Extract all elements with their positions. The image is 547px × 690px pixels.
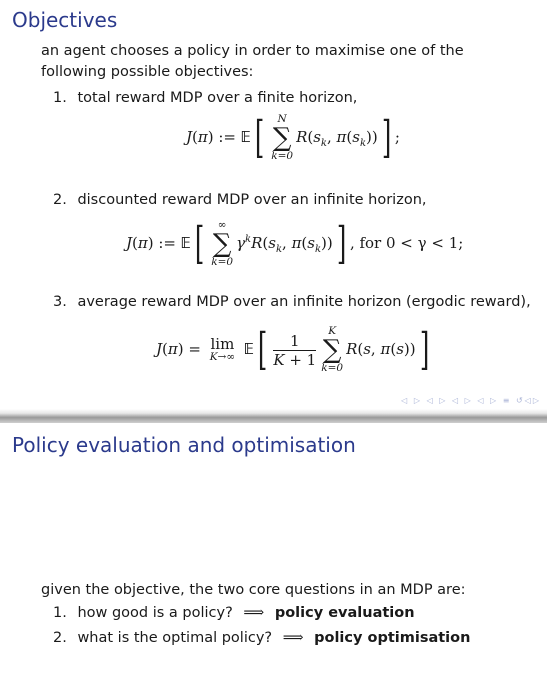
list-item: [53, 190, 427, 211]
slide-title: Objectives: [12, 8, 118, 32]
intro-text: given the objective, the two core questions in an MDP are:: [41, 582, 466, 598]
equation-total-reward: J(π) := 𝔼[ N ∑ k=0 $R(s_k$, $\pi(s_k)$)] ;: [186, 112, 400, 163]
equation-discounted-reward: J(π) := 𝔼[ ∞ ∑ k=0 $\gamma^kR(s_k$, $\pi(s_k)$)] , for 0 < γ < 1;: [126, 218, 464, 269]
intro-text: an agent chooses a policy in order to maximise one of the following possible objectives:: [41, 43, 464, 80]
item-number: 2.: [53, 630, 67, 646]
beamer-navigation-controls[interactable]: ◁ ▷ ◁ ▷ ◁ ▷ ◁ ▷ ≡ ↺◁▷: [401, 396, 541, 405]
list-item: [53, 88, 357, 109]
item-text: average reward MDP over an infinite horizon (ergodic reward),: [77, 294, 531, 310]
implies-arrow: ⟹: [243, 605, 265, 621]
item-question: how good is a policy?: [77, 605, 233, 621]
list-item: [53, 292, 531, 313]
slide-divider: [0, 409, 547, 423]
item-text: total reward MDP over a finite horizon,: [77, 90, 358, 106]
equation-condition: , for 0 < γ < 1;: [349, 234, 464, 252]
slide-policy-evaluation: [0, 423, 547, 690]
item-number: 3.: [53, 294, 67, 310]
item-number: 1.: [53, 605, 67, 621]
equation-average-reward: J(π) = lim K→∞ 𝔼[ $\frac{1}{K + 1}$ K ∑ k=0 R(s, π(s))]: [156, 324, 429, 375]
item-number: 1.: [53, 90, 67, 106]
list-item: [53, 603, 415, 624]
item-text: discounted reward MDP over an infinite horizon,: [77, 192, 427, 208]
implies-arrow: ⟹: [282, 630, 304, 646]
item-answer: policy optimisation: [314, 630, 471, 646]
slide-title: Policy evaluation and optimisation: [12, 433, 356, 457]
item-answer: policy evaluation: [274, 605, 415, 621]
item-question: what is the optimal policy?: [77, 630, 273, 646]
list-item: [53, 628, 470, 649]
item-number: 2.: [53, 192, 67, 208]
